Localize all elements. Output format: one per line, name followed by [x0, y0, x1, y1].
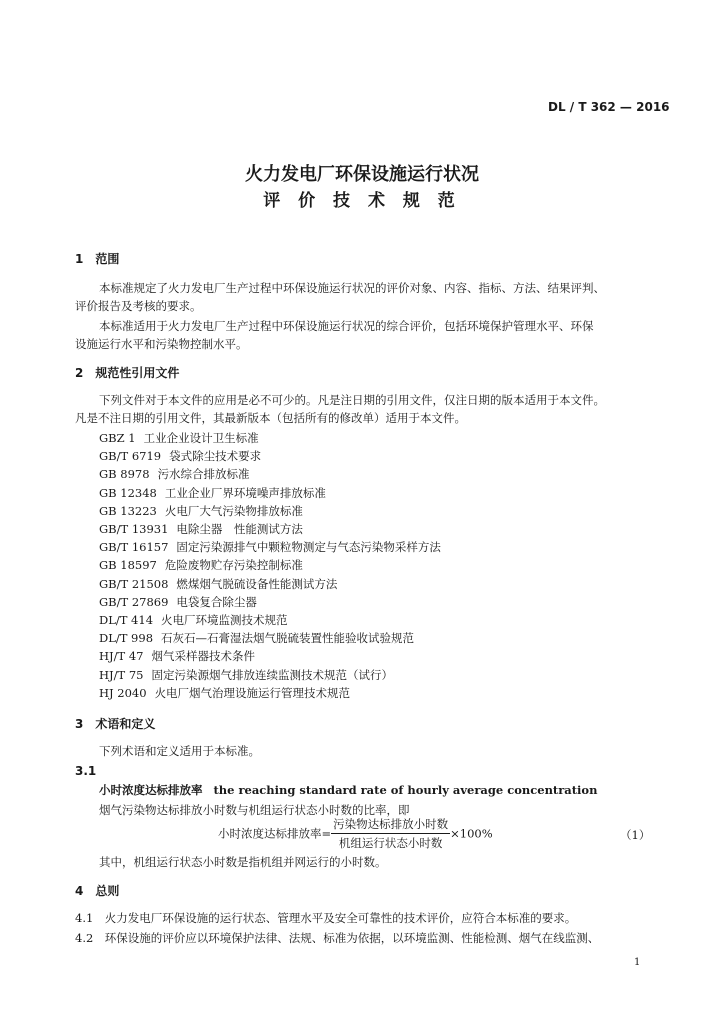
reference-title: 火电厂环境监测技术规范	[161, 613, 288, 627]
reference-item	[99, 485, 326, 501]
reference-code: GBZ 1	[99, 431, 136, 445]
section-1-heading: 1 范围	[75, 252, 120, 266]
reference-code: GB 13223	[99, 503, 157, 518]
reference-code: GB 8978	[99, 467, 150, 482]
reference-title: 固定污染源排气中颗粒物测定与气态污染物采样方法	[176, 540, 441, 555]
reference-item	[99, 612, 288, 628]
reference-item	[99, 430, 259, 446]
section-3-heading: 3 术语和定义	[75, 717, 156, 731]
reference-title: 袋式除尘技术要求	[169, 449, 262, 464]
section-1-para-2-line-1: 本标准适用于火力发电厂生产过程中环保设施运行状况的综合评价，包括环境保护管理水平、环保	[99, 319, 594, 333]
term-note: 其中，机组运行状态小时数是指机组并网运行的小时数。	[99, 855, 387, 869]
term-english: the reaching standard rate of hourly average concentration	[213, 783, 598, 797]
clause-4-2: 4.2 环保设施的评价应以环境保护法律、法规、标准为依据，以环境监测、性能检测、烟气在线监测、	[75, 931, 600, 945]
section-1-para-2-line-2: 设施运行水平和污染物控制水平。	[75, 337, 248, 351]
reference-title: 固定污染源烟气排放连续监测技术规范（试行）	[151, 667, 393, 682]
reference-title: 污水综合排放标准	[157, 467, 250, 482]
reference-item	[99, 503, 303, 519]
section-4-heading: 4 总则	[75, 884, 120, 898]
title-line-2: 评 价 技 术 规 范	[263, 191, 461, 211]
formula-lhs: 小时浓度达标排放率=	[218, 826, 332, 841]
section-1-para-1-line-2: 评价报告及考核的要求。	[75, 299, 202, 313]
reference-title: 燃煤烟气脱硫设备性能测试方法	[176, 576, 338, 591]
page-number: 1	[634, 957, 641, 968]
reference-title: 烟气采样器技术条件	[151, 649, 255, 664]
formula	[218, 816, 493, 851]
term-definition: 烟气污染物达标排放小时数与机组运行状态小时数的比率，即	[99, 803, 410, 817]
reference-item	[99, 557, 303, 573]
reference-code: GB/T 16157	[99, 540, 169, 555]
reference-code: GB 18597	[99, 558, 157, 573]
term-chinese: 小时浓度达标排放率	[99, 783, 203, 797]
reference-code: HJ/T 75	[99, 667, 144, 682]
reference-item	[99, 685, 350, 701]
formula-numerator: 污染物达标排放小时数	[331, 816, 450, 834]
reference-title: 石灰石—石膏湿法烟气脱硫装置性能验收试验规范	[161, 631, 415, 646]
reference-item	[99, 667, 393, 683]
term-title	[99, 782, 597, 798]
reference-item	[99, 448, 261, 464]
reference-item	[99, 576, 337, 592]
section-2-para-line-2: 凡是不注日期的引用文件，其最新版本（包括所有的修改单）适用于本文件。	[75, 411, 466, 425]
document-number: DL / T 362 — 2016	[548, 100, 670, 114]
reference-item	[99, 539, 441, 555]
formula-suffix: ×100%	[450, 826, 493, 841]
section-2-heading: 2 规范性引用文件	[75, 366, 180, 380]
reference-title: 危险废物贮存污染控制标准	[164, 558, 303, 573]
section-3-intro: 下列术语和定义适用于本标准。	[99, 744, 260, 758]
reference-title: 工业企业厂界环境噪声排放标准	[164, 485, 326, 500]
section-1-para-1-line-1: 本标准规定了火力发电厂生产过程中环保设施运行状况的评价对象、内容、指标、方法、结果评判、	[99, 281, 605, 295]
reference-item	[99, 648, 255, 664]
reference-code: DL/T 414	[99, 613, 154, 627]
reference-title: 工业企业设计卫生标准	[143, 431, 259, 445]
reference-code: GB/T 13931	[99, 522, 169, 536]
reference-code: GB/T 21508	[99, 576, 169, 591]
term-number: 3.1	[75, 764, 97, 778]
reference-title: 电除尘器 性能测试方法	[176, 522, 303, 536]
section-2-para-line-1: 下列文件对于本文件的应用是必不可少的。凡是注日期的引用文件，仅注日期的版本适用于本文件。	[99, 393, 605, 407]
reference-title: 电袋复合除尘器	[176, 594, 257, 609]
reference-code: GB/T 27869	[99, 594, 169, 609]
reference-code: GB 12348	[99, 485, 157, 500]
reference-item	[99, 630, 414, 646]
reference-code: DL/T 998	[99, 631, 154, 646]
reference-item	[99, 466, 250, 482]
formula-denominator: 机组运行状态小时数	[338, 836, 443, 850]
formula-fraction	[331, 816, 450, 851]
clause-4-1: 4.1 火力发电厂环保设施的运行状态、管理水平及安全可靠性的技术评价，应符合本标准的要求。	[75, 911, 577, 925]
title-line-1: 火力发电厂环保设施运行状况	[245, 164, 479, 185]
reference-title: 火电厂大气污染物排放标准	[164, 503, 303, 518]
reference-code: HJ 2040	[99, 685, 147, 700]
formula-number: （1）	[620, 828, 651, 842]
reference-item	[99, 521, 303, 537]
reference-title: 火电厂烟气治理设施运行管理技术规范	[154, 685, 351, 700]
reference-code: HJ/T 47	[99, 649, 144, 664]
reference-code: GB/T 6719	[99, 449, 162, 464]
reference-item	[99, 594, 257, 610]
